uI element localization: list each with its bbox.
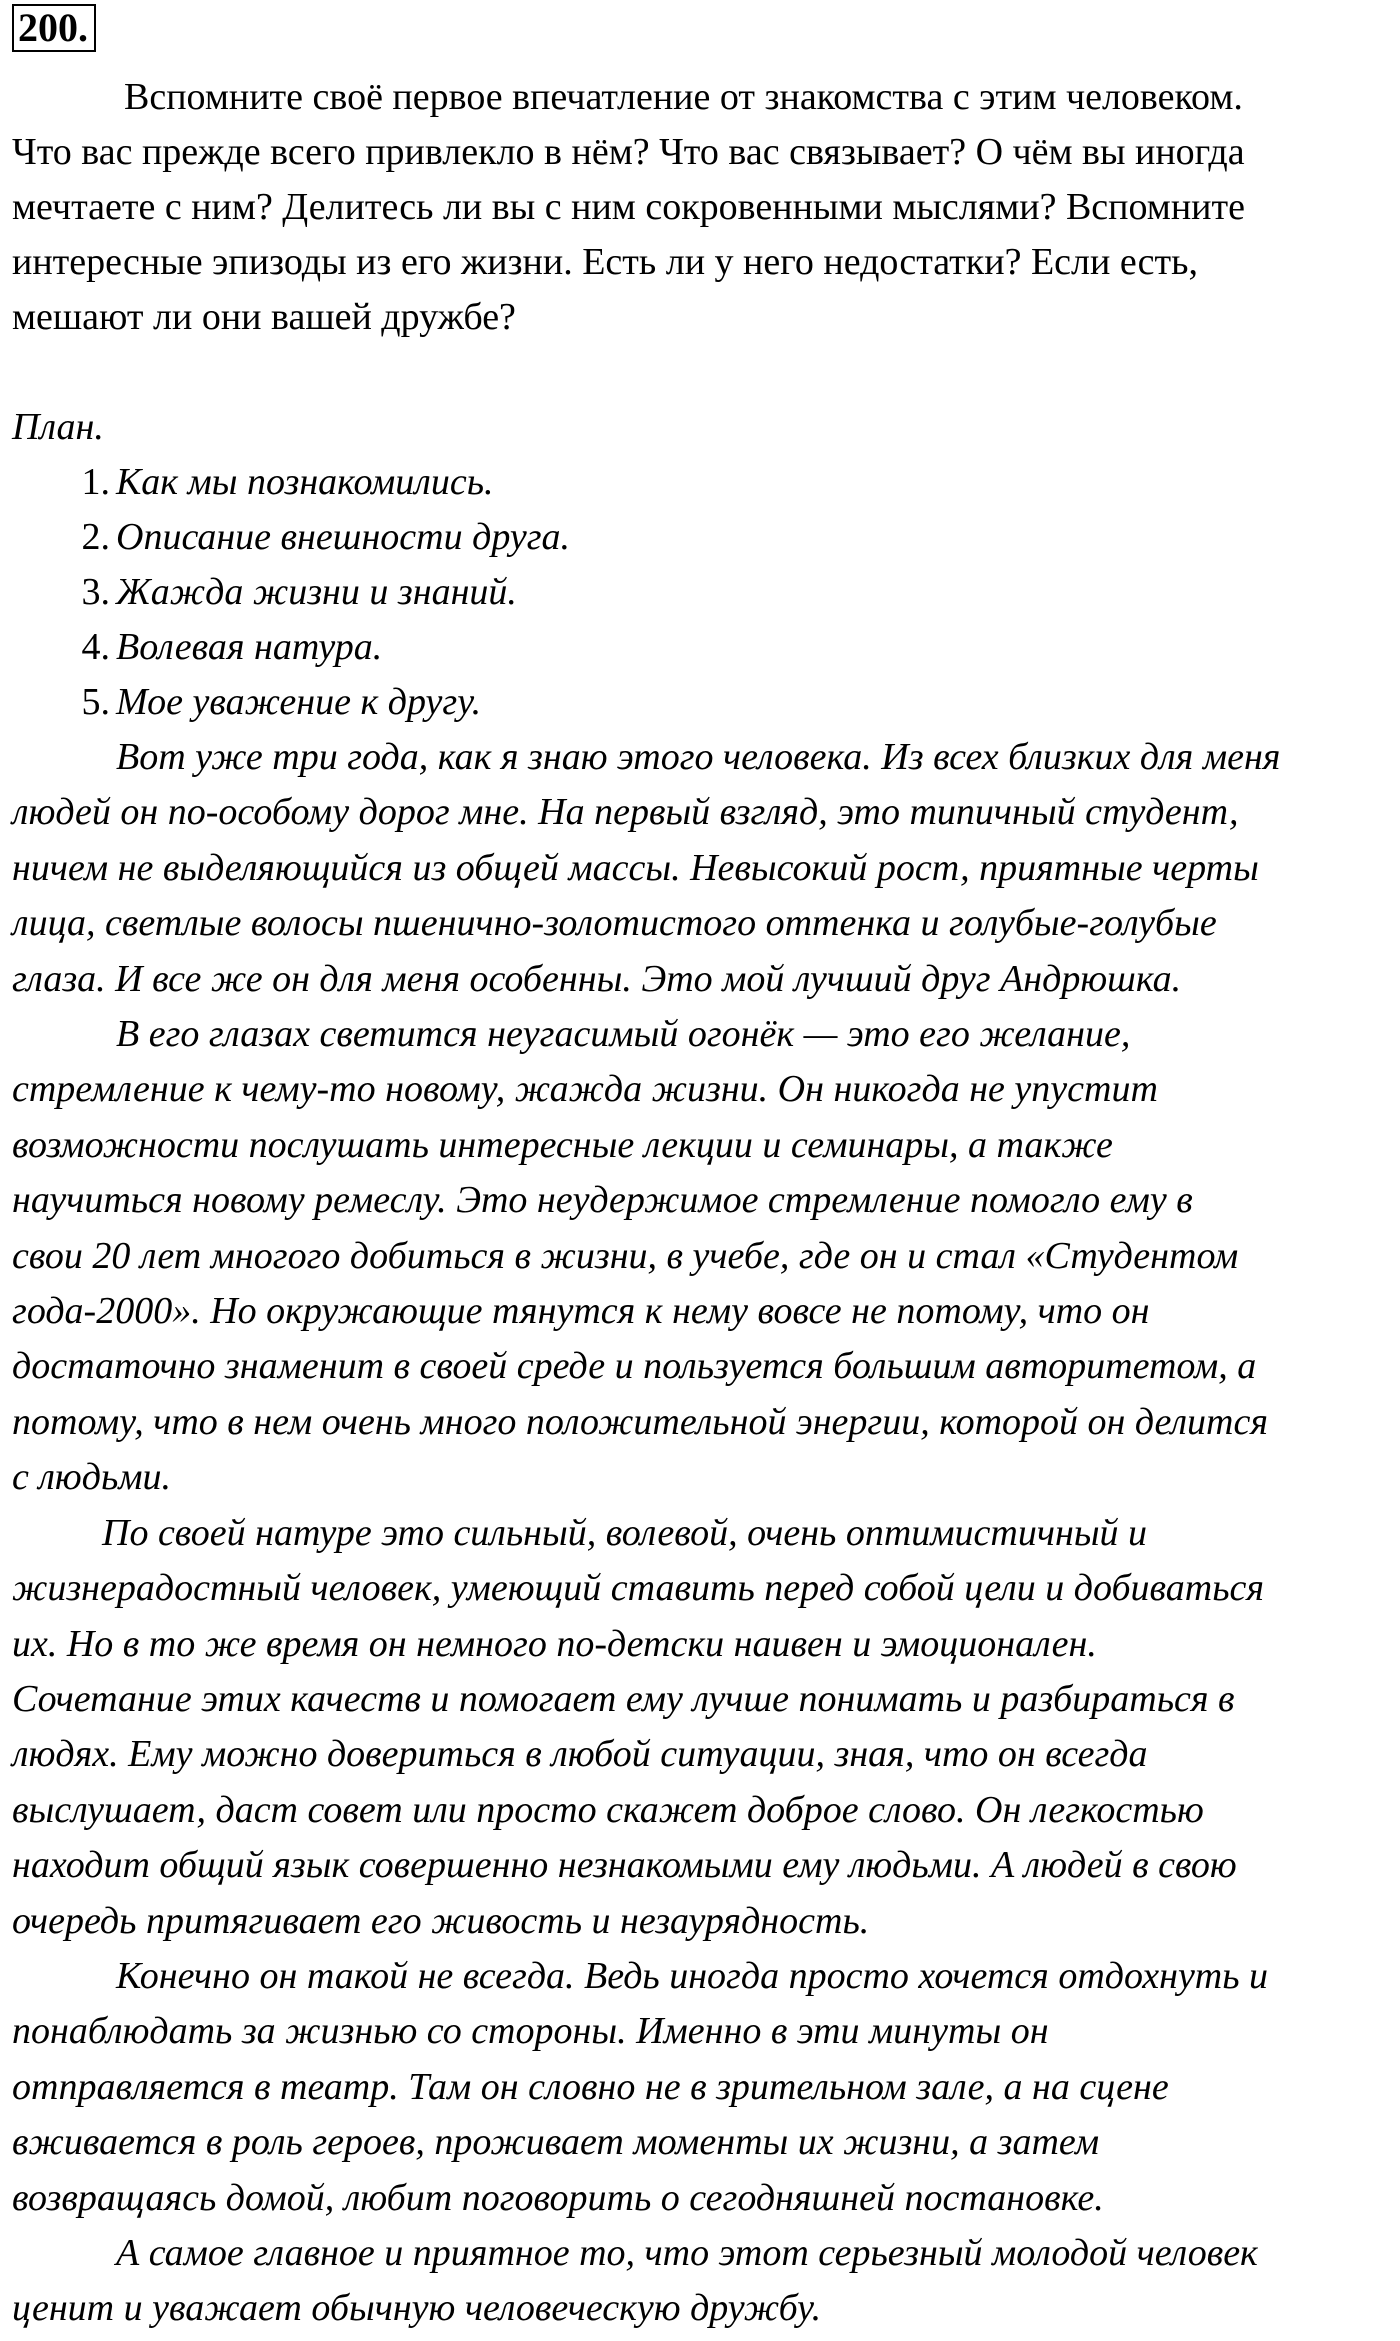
essay-line: В его глазах светится неугасимый огонёк — это его желание, (116, 1013, 1131, 1056)
exercise-number-box: 200. (12, 4, 96, 52)
essay-line: глаза. И все же он для меня особенны. Это мой лучший друг Андрюшка. (12, 957, 1182, 1000)
essay-line: А самое главное и приятное то, что этот серьезный молодой человек (116, 2231, 1258, 2274)
essay-line: ничем не выделяющийся из общей массы. Невысокий рост, приятные черты (12, 846, 1259, 889)
essay-line: вживается в роль героев, проживает моменты их жизни, а затем (12, 2121, 1100, 2164)
essay-line: людей он по-особому дорог мне. На первый взгляд, это типичный студент, (12, 791, 1239, 834)
plan-list (12, 455, 570, 730)
essay-line: выслушает, даст совет или просто скажет доброе слово. Он легкостью (12, 1788, 1204, 1831)
plan-item (12, 455, 570, 510)
essay-line: отправляется в театр. Там он словно не в зрительном зале, а на сцене (12, 2065, 1169, 2108)
essay-line: с людьми. (12, 1456, 171, 1499)
plan-item-number: 3. (81, 571, 110, 613)
plan-item (12, 565, 570, 620)
plan-item-text: Жажда жизни и знаний. (116, 571, 517, 613)
essay-line: лица, светлые волосы пшенично-золотистого оттенка и голубые-голубые (12, 902, 1217, 945)
plan-item-number: 4. (81, 626, 110, 668)
essay-line: достаточно знаменит в своей среде и пользуется большим авторитетом, а (12, 1345, 1257, 1388)
essay-line: Сочетание этих качеств и помогает ему лучше понимать и разбираться в (12, 1677, 1235, 1720)
essay-line: свои 20 лет многого добиться в жизни, в учебе, где он и стал «Студентом (12, 1234, 1239, 1277)
plan-item-number: 2. (81, 516, 110, 558)
task-line: мешают ли они вашей дружбе? (12, 296, 516, 338)
plan-item-text: Описание внешности друга. (116, 516, 571, 558)
task-line: интересные эпизоды из его жизни. Есть ли у него недостатки? Если есть, (12, 241, 1198, 283)
essay-line: жизнерадостный человек, умеющий ставить перед собой цели и добиваться (12, 1567, 1265, 1610)
plan-item-text: Как мы познакомились. (116, 461, 494, 503)
plan-label: План. (12, 406, 104, 448)
essay-line: стремление к чему-то новому, жажда жизни. Он никогда не упустит (12, 1068, 1158, 1111)
task-line: Вспомните своё первое впечатление от знакомства с этим человеком. (124, 76, 1243, 118)
plan-item-number: 5. (81, 681, 110, 723)
essay-line: ценит и уважает обычную человеческую дружбу. (12, 2287, 822, 2330)
essay-line: возможности послушать интересные лекции и семинары, а также (12, 1123, 1113, 1166)
task-text (12, 70, 1392, 345)
essay-text (12, 730, 1400, 2337)
essay-line: научиться новому ремеслу. Это неудержимое стремление помогло ему в (12, 1179, 1193, 1222)
essay-line: людях. Ему можно довериться в любой ситуации, зная, что он всегда (12, 1733, 1148, 1776)
essay-line: понаблюдать за жизнью со стороны. Именно в эти минуты он (12, 2010, 1049, 2053)
plan-item-text: Волевая натура. (116, 626, 383, 668)
plan-item-number: 1. (81, 461, 110, 503)
essay-line: возвращаясь домой, любит поговорить о сегодняшней постановке. (12, 2176, 1104, 2219)
essay-line: потому, что в нем очень много положительной энергии, которой он делится (12, 1400, 1269, 1443)
essay-line: находит общий язык совершенно незнакомыми ему людьми. А людей в свою (12, 1844, 1237, 1887)
essay-line: года-2000». Но окружающие тянутся к нему вовсе не потому, что он (12, 1290, 1150, 1333)
essay-line: По своей натуре это сильный, волевой, очень оптимистичный и (102, 1511, 1148, 1554)
plan-item (12, 675, 570, 730)
plan-item-text: Мое уважение к другу. (116, 681, 482, 723)
essay-line: их. Но в то же время он немного по-детски наивен и эмоционален. (12, 1622, 1097, 1665)
essay-line: Конечно он такой не всегда. Ведь иногда просто хочется отдохнуть и (116, 1954, 1269, 1997)
essay-line: Вот уже три года, как я знаю этого человека. Из всех близких для меня (116, 736, 1281, 778)
plan-item (12, 510, 570, 565)
task-line: Что вас прежде всего привлекло в нём? Что вас связывает? О чём вы иногда (12, 131, 1245, 173)
task-line: мечтаете с ним? Делитесь ли вы с ним сокровенными мыслями? Вспомните (12, 186, 1245, 228)
plan-item (12, 620, 570, 675)
essay-line: очередь притягивает его живость и незаурядность. (12, 1899, 870, 1942)
